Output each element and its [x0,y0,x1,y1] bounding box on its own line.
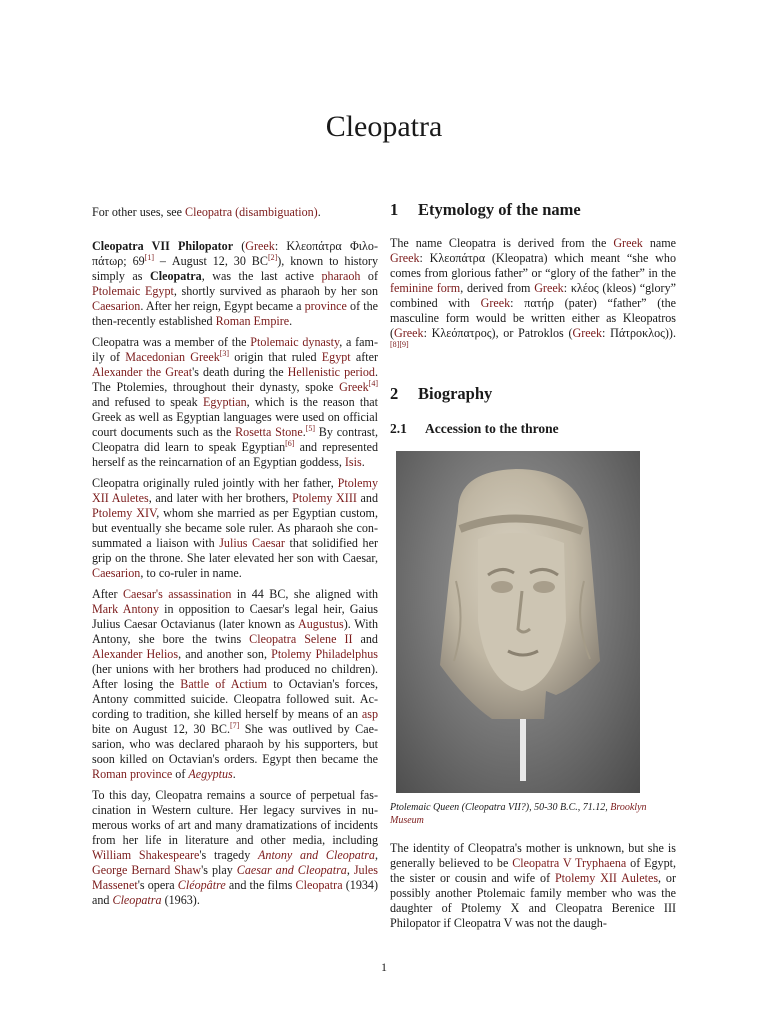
ref-8[interactable]: [8] [390,339,400,349]
text: of Egypt, the sister or cousin and wife of [390,856,676,885]
link-feminine-form[interactable]: feminine form [390,281,461,295]
text: . [361,455,365,469]
text: To this day, Cleopatra remains a source of perpetual fascination in Western culture. Her legacy survives in numerous works of art and many dramatizations of incidents from her life in literature and other media, including [92,788,378,847]
link-helios[interactable]: Alexander Helios [92,647,179,661]
link-julius-caesar[interactable]: Julius Caesar [219,536,285,550]
text: ), known to history simply as [92,254,378,283]
link-ptolemaic-egypt[interactable]: Ptolemaic Egypt [92,284,174,298]
text: Cleopatra originally ruled jointly with her father, [92,476,338,490]
text: to Octavian's forces, Antony committed suicide. Cleopatra followed suit. According to tradition, she killed herself by means of an [92,677,378,721]
link-brooklyn-museum[interactable]: Brooklyn Museum [390,802,647,826]
text: ( [233,239,246,253]
link-film-1934[interactable]: Cleopatra [295,878,343,892]
hatnote-suffix: . [317,205,321,219]
text: 's opera [137,878,178,892]
text: : Κλεοπάτρα Φιλοπάτωρ; 69 [92,239,378,268]
text: of [360,269,378,283]
link-greek-e1[interactable]: Greek [613,236,643,250]
text: that solidified her grip on the throne. She later elevated her son with Caesar, [92,536,378,565]
text: origin that ruled [229,350,322,364]
caesar-cleopatra-italic: Caesar and Cleopatra [236,863,347,877]
link-greek-e4[interactable]: Greek [480,296,511,310]
link-ptolemaic-dynasty[interactable]: Ptolemaic dynasty [250,335,340,349]
text: , [346,863,354,877]
ref-2[interactable]: [2] [267,252,278,262]
text: By contrast, Cleopatra did learn to speak Egyptian [92,425,378,454]
link-alexander[interactable]: Alexander the Great [92,365,193,379]
text: in opposition to Caesar's legal heir, Gaius Julius Caesar Octavianus (later known as [92,602,378,631]
link-antony-cleopatra[interactable] [258,848,375,862]
link-selene[interactable]: Cleopatra Selene II [249,632,353,646]
link-augustus[interactable]: Augustus [298,617,344,631]
text: and [356,491,378,505]
section-number: 1 [390,200,399,219]
text: name [642,236,677,250]
ref-1[interactable]: [1] [144,252,154,262]
left-eye [491,581,513,593]
link-greek-e3[interactable]: Greek [534,281,564,295]
link-ptolemy-xii[interactable]: Ptolemy XII Auletes [92,476,378,505]
text: , and later with her brothers, [148,491,293,505]
link-film-1963[interactable] [113,893,162,907]
text: of the then-recently established [92,299,378,328]
link-greek-language[interactable]: Greek [339,380,369,394]
text: 's play [201,863,237,877]
subsection-number: 2.1 [390,421,407,436]
cleopatre-italic: Cléopâtre [177,878,226,892]
text: , [374,848,379,862]
text: : Κλεοπάτρα (Kleopatra) which meant “she who comes from glorious father” or “glory of the father” in the [390,251,676,280]
right-eye [533,581,555,593]
link-caesars-assassination[interactable]: Caesar's assassination [122,587,232,601]
text: 's death during the [192,365,288,379]
name-short-bold: Cleopatra [150,269,202,283]
hatnote-prefix: For other uses, see [92,205,186,219]
text: , was the last active [201,269,322,283]
text: , a family of [92,335,378,364]
text: bite on August 12, 30 BC. [92,722,231,736]
link-greek[interactable]: Greek [245,239,275,253]
link-shakespeare[interactable]: William Shakespeare [92,848,200,862]
link-hellenistic[interactable]: Hellenistic period [287,365,375,379]
film-1963-italic: Cleopatra [112,893,162,907]
figure-caption [390,801,676,827]
text: . [302,425,306,439]
text: . [289,314,293,328]
page-number: 1 [381,960,387,974]
text: She was outlived by Caesarion, who was declared pharaoh by his supporters, but soon killed on Octavian's orders. Egypt then became the [92,722,378,766]
link-egyptian[interactable]: Egyptian [202,395,247,409]
text: (1934) and [92,878,378,907]
page-title: Cleopatra [325,110,443,143]
text: , or possibly another Ptolemaic family member who was the daughter of Ptolemy X and Cleopatra Berenice III Philopator if Cleopatra V was not the daugh- [390,871,676,930]
link-greek-e2[interactable]: Greek [390,251,420,265]
hatnote [92,205,378,220]
link-province[interactable]: province [304,299,347,313]
text: and [352,632,378,646]
text: (1963). [161,893,200,907]
link-caesarion-2[interactable]: Caesarion [92,566,141,580]
ref-5[interactable]: [5] [305,423,316,433]
accession-paragraph [390,841,676,931]
text: in 44 BC, she aligned with [231,587,379,601]
link-cleopatre[interactable] [178,878,226,892]
text: after [350,350,379,364]
text: and refused to speak [92,395,203,409]
text: and the films [225,878,296,892]
heading-accession [390,420,676,437]
text: , shortly survived as pharaoh by her son [173,284,378,298]
intro-paragraph-2 [92,335,378,470]
heading-biography [390,384,676,404]
text: , which is the reason that Greek as well as Egyptian languages were used on official court documents such as the [92,395,378,439]
bust-illustration [396,451,640,793]
link-ptolemy-xii-2[interactable]: Ptolemy XII Auletes [554,871,659,885]
section-heading-text: Etymology of the name [418,200,581,219]
link-isis[interactable]: Isis [344,455,362,469]
link-aegyptus[interactable] [188,767,232,781]
ref-9[interactable]: [9] [399,339,409,349]
aegyptus-italic: Aegyptus [188,767,233,781]
ref-7[interactable]: [7] [230,720,240,730]
intro-paragraph-1 [92,239,378,329]
cleopatra-bust-image[interactable] [396,451,640,793]
text: , and another son, [178,647,272,661]
text: : πατήρ (pater) “father” (the masculine form would be written either as Kleopatros ( [390,296,676,340]
text: ). With Antony, she bore the twins [92,617,379,646]
link-tryphaena[interactable]: Cleopatra V Tryphaena [512,856,627,870]
text: and represented herself as the reincarnation of an Egyptian goddess, [92,440,378,469]
left-column [92,200,378,914]
link-caesarion[interactable]: Caesarion [92,299,141,313]
link-massenet[interactable]: Jules Massenet [92,863,378,892]
section-number: 2 [390,384,399,403]
section-heading-text: Biography [418,384,493,403]
text: Cleopatra was a member of the [92,335,251,349]
link-greek-e5[interactable]: Greek [394,326,424,340]
text: , to co-ruler in name. [140,566,242,580]
subsection-heading-text: Accession to the throne [425,421,559,436]
text: of [172,767,189,781]
heading-etymology [390,200,676,220]
ref-6[interactable]: [6] [285,438,295,448]
text: The name Cleopatra is derived from the [390,236,614,250]
link-greek-e6[interactable]: Greek [572,326,603,340]
link-philadelphus[interactable]: Ptolemy Philadelphus [271,647,379,661]
text: After [92,587,123,601]
antony-cleopatra-italic: Antony and Cleopatra [258,848,375,862]
text: . After her reign, Egypt became a [140,299,305,313]
text: : Πάτροκλος)). [602,326,676,340]
link-roman-province[interactable]: Roman province [92,767,173,781]
text: : κλέος (kleos) “glory” combined with [390,281,676,310]
link-egypt[interactable]: Egypt [321,350,351,364]
text: : Κλεόπατρος), or Patroklos ( [423,326,573,340]
ref-4[interactable]: [4] [368,378,378,388]
link-rosetta[interactable]: Rosetta Stone [235,425,303,439]
text: (her unions with her brothers had produced no children). After losing the [92,662,378,691]
intro-paragraph-4 [92,587,378,782]
ref-3[interactable]: [3] [219,348,230,358]
text: , derived from [460,281,535,295]
intro-paragraph-3 [92,476,378,581]
link-caesar-cleopatra[interactable] [237,863,347,877]
text: Ptolemaic Queen (Cleopatra VII?), 50-30 B.C., 71.12, [390,802,611,813]
stand-rod [520,719,526,781]
link-shaw[interactable]: George Bernard Shaw [92,863,202,877]
text: 's tragedy [199,848,259,862]
intro-paragraph-5 [92,788,378,908]
text: , whom she married as per Egyptian custom, but eventually she became sole ruler. As pharaoh she consummated a liaison with [92,506,378,550]
etymology-paragraph [390,236,676,356]
link-asp[interactable]: asp [361,707,378,721]
text: . [232,767,236,781]
link-ptolemy-xiv[interactable]: Ptolemy XIV [92,506,157,520]
text: – August 12, 30 BC [154,254,268,268]
right-column [390,200,676,937]
disambiguation-link[interactable]: Cleopatra (disambiguation) [185,205,318,219]
text: . The Ptolemies, throughout their dynasty, spoke [92,365,379,394]
link-pharaoh[interactable]: pharaoh [321,269,361,283]
link-mark-antony[interactable]: Mark Antony [92,602,159,616]
text: The identity of Cleopatra's mother is unknown, but she is generally believed to be [390,841,676,870]
link-macedonian-greek[interactable]: Macedonian Greek [125,350,220,364]
link-roman-empire[interactable]: Roman Empire [215,314,290,328]
link-ptolemy-xiii[interactable]: Ptolemy XIII [292,491,357,505]
name-bold: Cleopatra VII Philopator [92,239,234,253]
link-actium[interactable]: Battle of Actium [180,677,268,691]
